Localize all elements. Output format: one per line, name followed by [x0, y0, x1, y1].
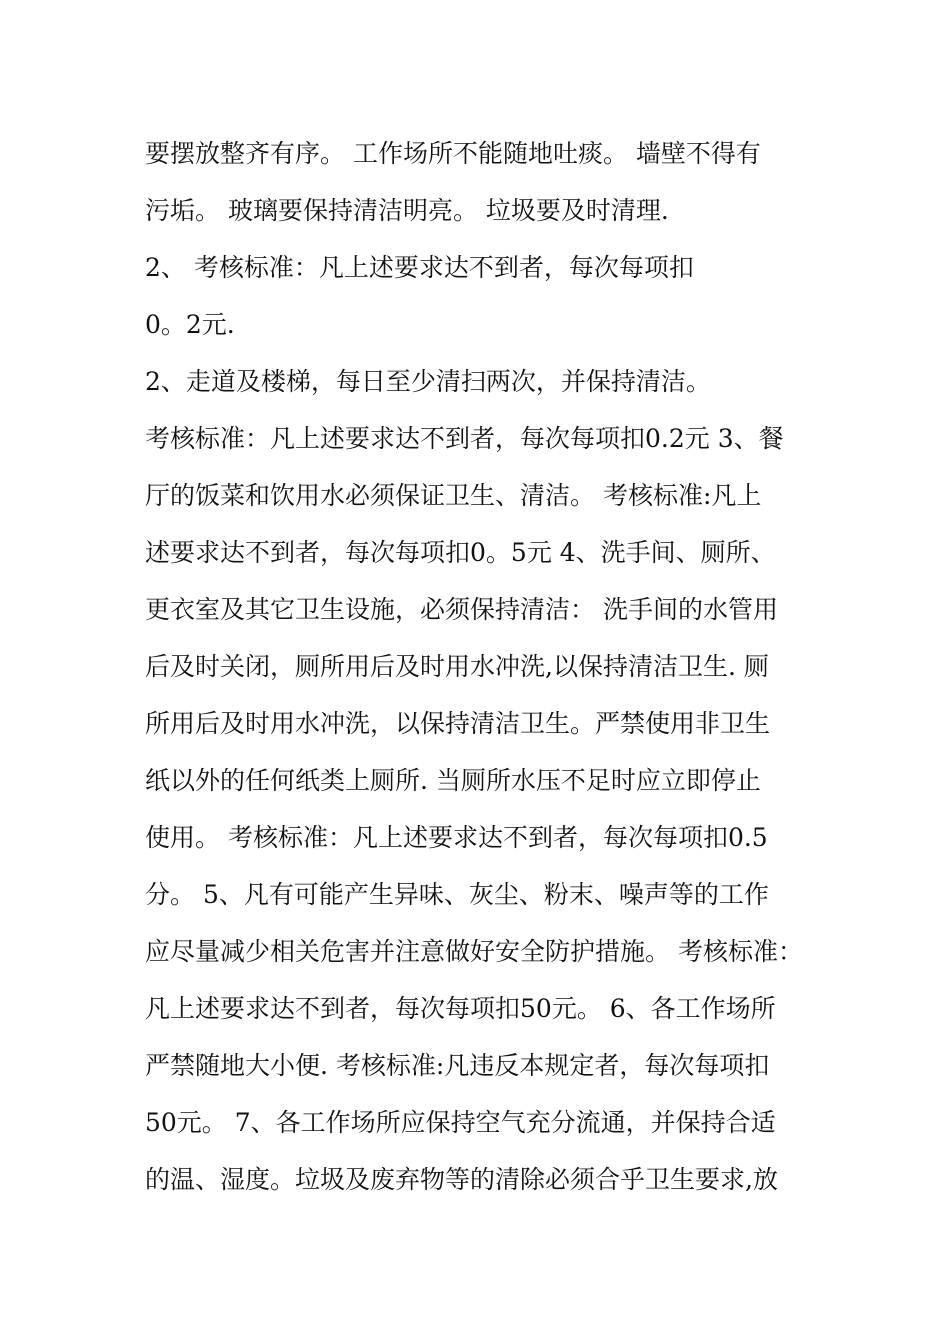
text-line: 后及时关闭，厕所用后及时用水冲洗,以保持清洁卫生. 厕 [145, 652, 769, 681]
text-line: 分。 5、凡有可能产生异味、灰尘、粉末、噪声等的工作 [145, 880, 769, 909]
text-line: 2、 考核标准：凡上述要求达不到者，每次每项扣 [145, 253, 694, 282]
text-line: 的温、湿度。垃圾及废弃物等的清除必须合乎卫生要求,放 [145, 1165, 778, 1194]
text-line: 应尽量减少相关危害并注意做好安全防护措施。 考核标准： [145, 937, 803, 966]
text-line: 使用。 考核标准：凡上述要求达不到者，每次每项扣0.5 [145, 823, 768, 852]
text-line: 述要求达不到者，每次每项扣0。5元 4、洗手间、厕所、 [145, 538, 776, 567]
text-line: 所用后及时用水冲洗，以保持清洁卫生。严禁使用非卫生 [145, 709, 771, 738]
text-line: 污垢。 玻璃要保持清洁明亮。 垃圾要及时清理. [145, 196, 669, 225]
text-line: 2、走道及楼梯，每日至少清扫两次，并保持清洁。 [145, 367, 711, 396]
text-line: 要摆放整齐有序。 工作场所不能随地吐痰。 墙壁不得有 [145, 139, 761, 168]
text-line: 50元。 7、各工作场所应保持空气充分流通，并保持合适 [145, 1108, 776, 1137]
text-line: 严禁随地大小便. 考核标准:凡违反本规定者，每次每项扣 [145, 1051, 770, 1080]
text-line: 考核标准：凡上述要求达不到者，每次每项扣0.2元 3、餐 [145, 424, 784, 453]
text-line: 凡上述要求达不到者，每次每项扣50元。 6、各工作场所 [145, 994, 776, 1023]
text-line: 0。2元. [145, 310, 235, 339]
text-line: 厅的饭菜和饮用水必须保证卫生、清洁。 考核标准:凡上 [145, 481, 762, 510]
text-line: 纸以外的任何纸类上厕所. 当厕所水压不足时应立即停止 [145, 766, 761, 795]
text-line: 更衣室及其它卫生设施，必须保持清洁： 洗手间的水管用 [145, 595, 778, 624]
